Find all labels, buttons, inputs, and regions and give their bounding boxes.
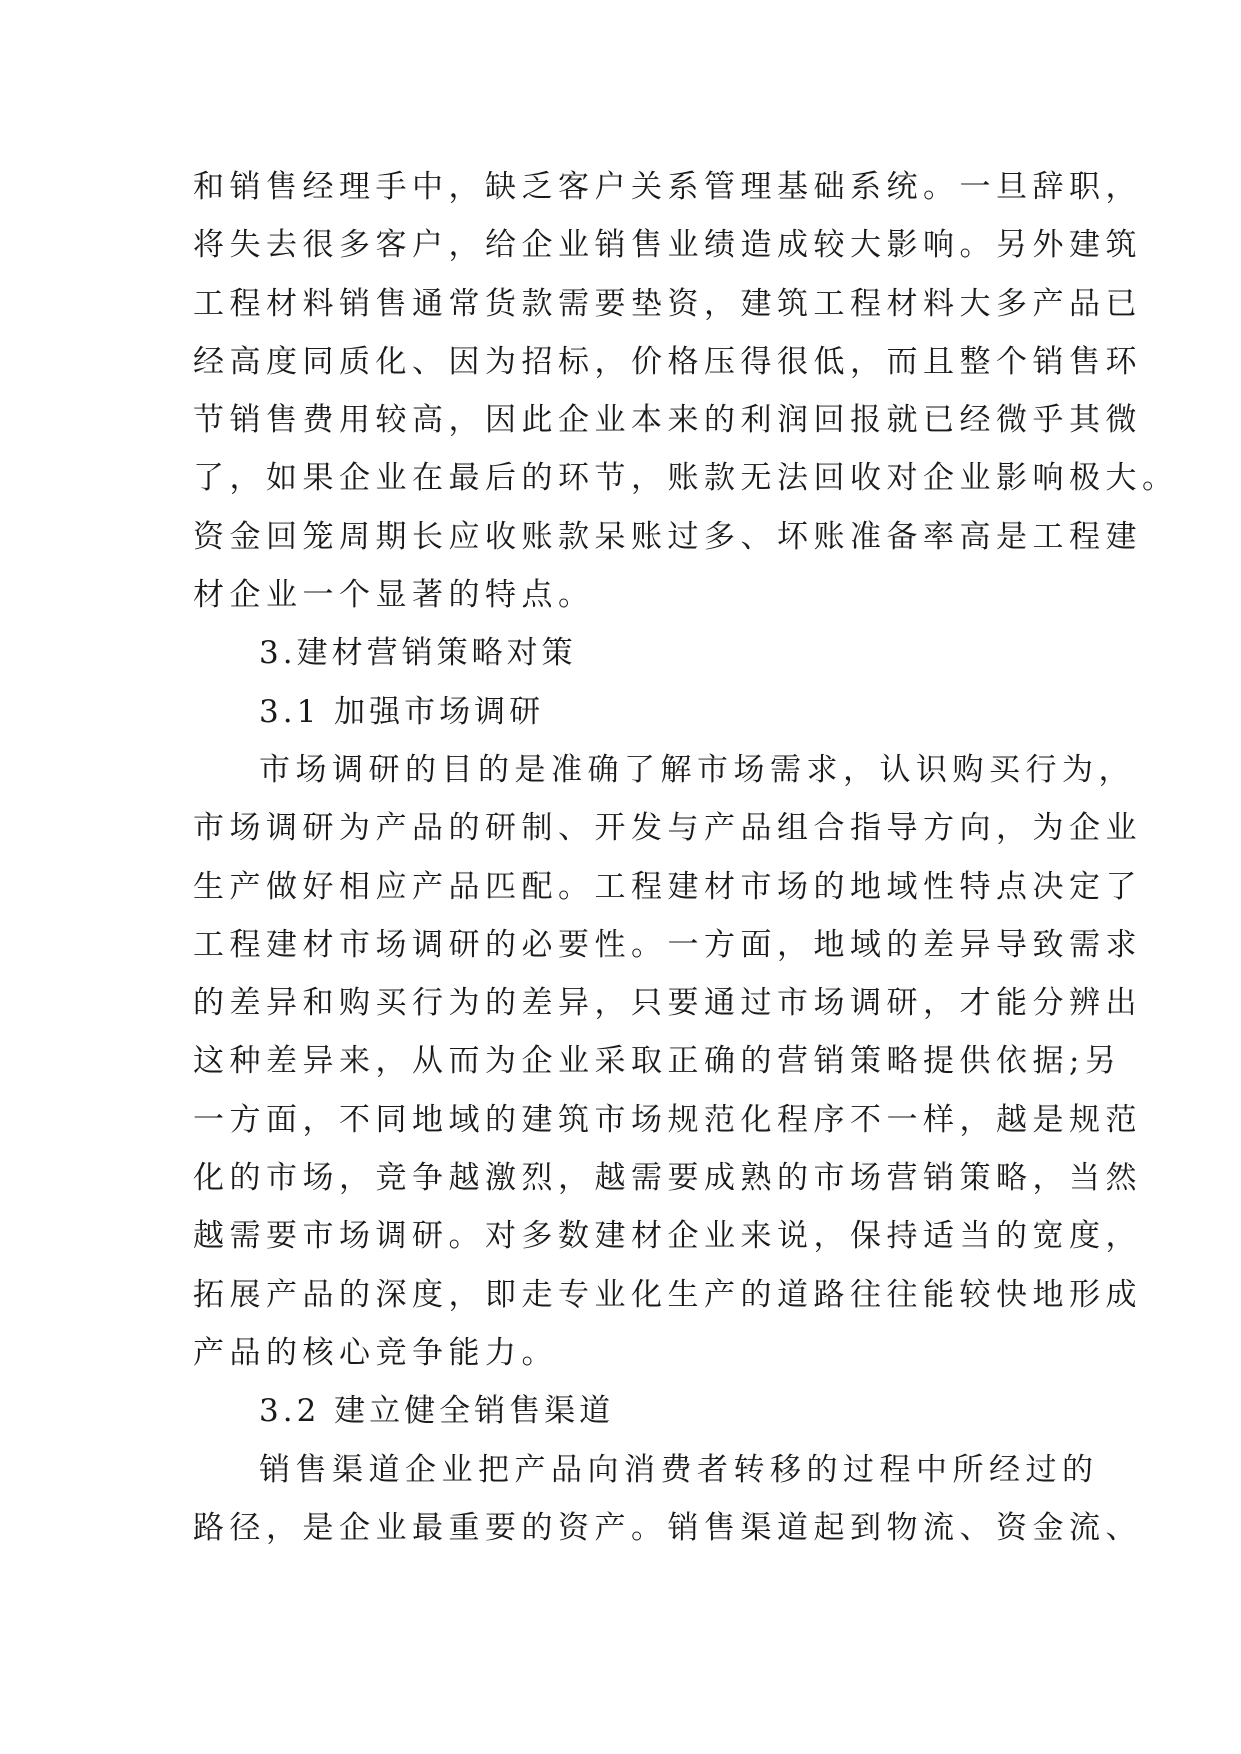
text-line: 资金回笼周期长应收账款呆账过多、坏账准备率高是工程建 (193, 518, 1142, 555)
text-line: 生产做好相应产品匹配。工程建材市场的地域性特点决定了 (193, 868, 1142, 905)
text-line: 的差异和购买行为的差异，只要通过市场调研，才能分辨出 (193, 985, 1142, 1022)
text-line: 销售渠道企业把产品向消费者转移的过程中所经过的 (259, 1451, 1099, 1488)
text-line: 市场调研的目的是准确了解市场需求，认识购买行为， (259, 751, 1135, 788)
section-heading: 3.1 加强市场调研 (259, 693, 545, 730)
text-line: 了，如果企业在最后的环节，账款无法回收对企业影响极大。 (193, 460, 1179, 497)
text-line: 材企业一个显著的特点。 (193, 577, 595, 614)
text-line: 化的市场，竞争越激烈，越需要成熟的市场营销策略，当然 (193, 1160, 1142, 1197)
text-line: 工程建材市场调研的必要性。一方面，地域的差异导致需求 (193, 926, 1142, 963)
text-line: 产品的核心竞争能力。 (193, 1334, 558, 1371)
text-line: 将失去很多客户，给企业销售业绩造成较大影响。另外建筑 (193, 227, 1142, 264)
body-text (193, 158, 1179, 1557)
text-line: 和销售经理手中，缺乏客户关系管理基础系统。一旦辞职， (193, 169, 1142, 205)
text-line: 越需要市场调研。对多数建材企业来说，保持适当的宽度， (193, 1218, 1142, 1255)
text-line: 市场调研为产品的研制、开发与产品组合指导方向，为企业 (193, 810, 1142, 847)
section-heading: 3.2 建立健全销售渠道 (259, 1393, 615, 1430)
text-line: 经高度同质化、因为招标，价格压得很低，而且整个销售环 (193, 343, 1142, 380)
section-heading: 3.建材营销策略对策 (259, 635, 577, 672)
text-line: 路径，是企业最重要的资产。销售渠道起到物流、资金流、 (193, 1509, 1142, 1546)
text-line: 节销售费用较高，因此企业本来的利润回报就已经微乎其微 (193, 402, 1142, 439)
text-line: 拓展产品的深度，即走专业化生产的道路往往能较快地形成 (193, 1276, 1142, 1313)
text-line: 工程材料销售通常货款需要垫资，建筑工程材料大多产品已 (193, 285, 1142, 322)
text-line: 这种差异来，从而为企业采取正确的营销策略提供依据;另 (193, 1043, 1122, 1080)
text-line: 一方面，不同地域的建筑市场规范化程序不一样，越是规范 (193, 1101, 1142, 1138)
